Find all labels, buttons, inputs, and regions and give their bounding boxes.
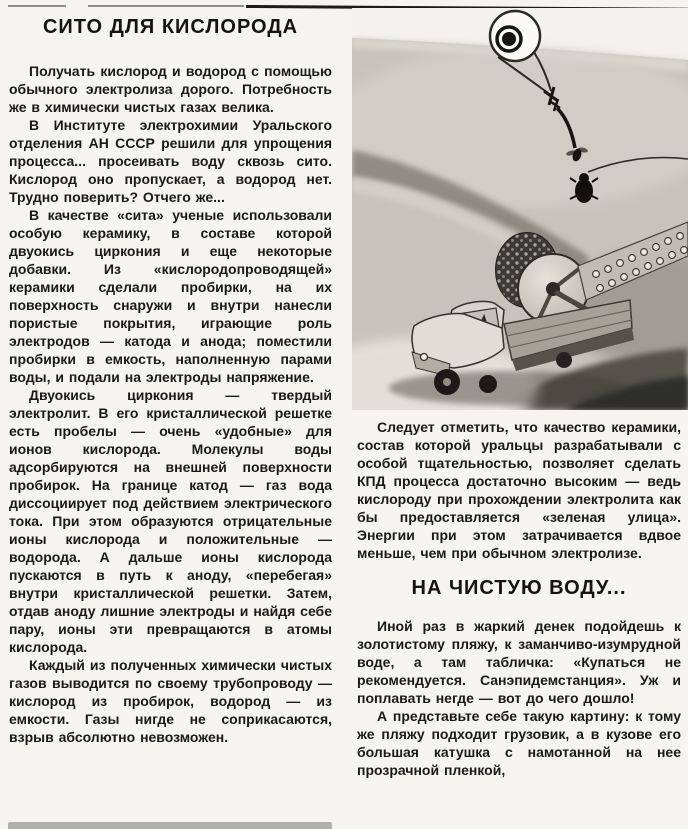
left-column bbox=[9, 8, 332, 746]
body-paragraph: А представьте себе такую картину: к тому же пляжу подходит грузовик, а в кузове его большая катушка с намотанной на нее прозрачной пленкой, bbox=[357, 708, 681, 778]
body-paragraph: В Институте электрохимии Уральского отделения АН СССР решили для упрощения процесса... просеивать воду сквозь сито. Кислород оно пропускает, а водород нет. Трудно поверить? Отчего же... bbox=[9, 117, 332, 205]
top-rule-segment bbox=[8, 5, 66, 7]
article-title-oxygen-sieve: СИТО ДЛЯ КИСЛОРОДА bbox=[42, 16, 299, 38]
body-paragraph: Двуокись циркония — твердый электролит. В его кристаллической решетке есть пробелы — очень «удобные» для ионов кислорода. Молекулы воды адсорбируются на внешней поверхности пробирок. На границе катод — газ вода диссоциирует под действием электрического тока. При этом образуются отрицательные ионы кислорода и положительные — водорода. А дальше ионы кислорода пускаются в путь к аноду, «перебегая» внутри кристаллической решетки. Затем, отдав аноду лишние электроды и найдя себе пару, ионы эти превращаются в атомы кислорода. bbox=[9, 387, 332, 655]
body-paragraph: Следует отметить, что качество керамики, состав которой уральцы разрабатывали с особой тщательностью, позволяет сделать КПД процесса достаточно высоким — ведь кислороду при прохождении электролита как бы предоставляется «зеленая улица». Энергии при этом затрачивается вдвое меньше, чем при обычном электролизе. bbox=[357, 419, 681, 561]
right-column bbox=[357, 0, 681, 779]
body-paragraph: Иной раз в жаркий денек подойдешь к золотистому пляжу, к заманчиво-изумрудной воде, а там табличка: «Купаться не рекомендуется. Санэпидемстанция». Уж и поплавать негде — вот до чего дошло! bbox=[357, 618, 681, 706]
article-title-clean-water: НА ЧИСТУЮ ВОДУ... bbox=[411, 577, 627, 599]
body-paragraph: В качестве «сита» ученые использовали особую керамику, в составе которой двуокись циркония и еще некоторые добавки. Из «кислородопроводящей» керамики сделали пробирки, на их поверхность снаружи и внутри нанесли пористые покрытия, играющие роль электродов — катода и анода; поместили пробирки в емкость, наполненную парами воды, и подали на электроды напряжение. bbox=[9, 207, 332, 385]
next-image-edge bbox=[8, 822, 332, 829]
top-rule-segment bbox=[88, 5, 244, 7]
body-paragraph: Получать кислород и водород с помощью обычного электролиза дорого. Потребность же в химически чистых газах велика. bbox=[9, 63, 332, 115]
body-paragraph: Каждый из полученных химически чистых газов выводится по своему трубопроводу — кислород из пробирок, водород — из емкости. Газы нигде не соприкасаются, взрыв абсолютно невозможен. bbox=[9, 657, 332, 745]
